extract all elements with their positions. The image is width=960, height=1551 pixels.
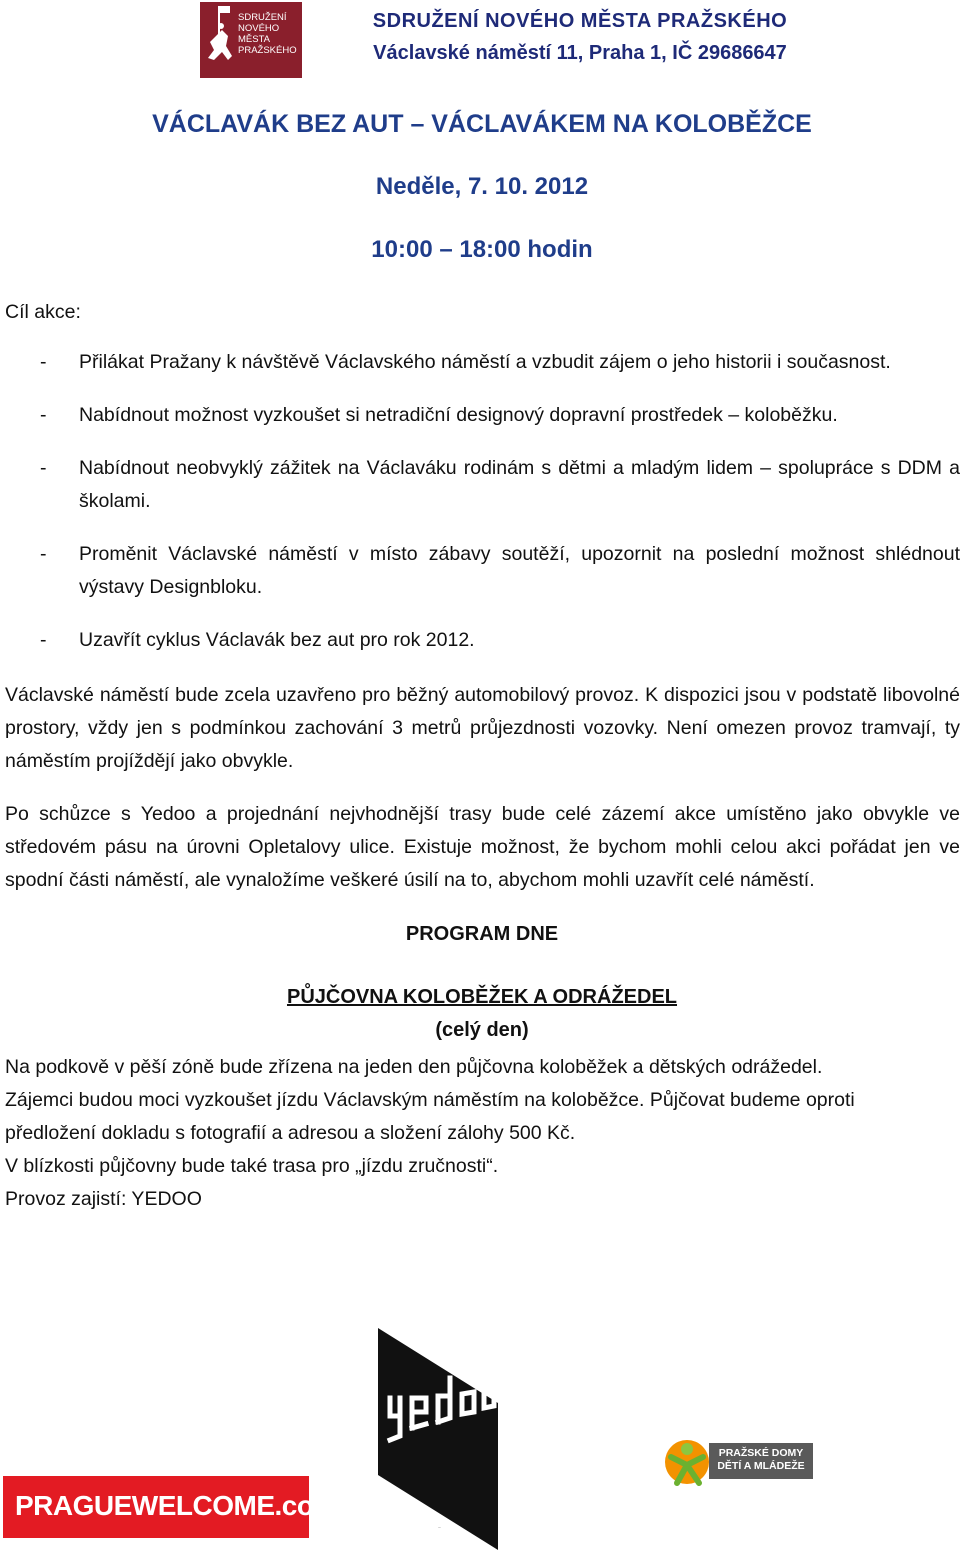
rental-line: Na podkově v pěší zóně bude zřízena na jeden den půjčovna koloběžek a dětských odrážedel. bbox=[5, 1056, 823, 1078]
list-item: - Přilákat Pražany k návštěvě Václavského náměstí a vzbudit zájem o jeho historii i současnost. bbox=[40, 351, 891, 373]
list-item: - Uzavřít cyklus Václavák bez aut pro rok 2012. bbox=[40, 629, 475, 651]
org-name: SDRUŽENÍ NOVÉHO MĚSTA PRAŽSKÉHO bbox=[372, 10, 788, 32]
svg-text:yedoo: yedoo bbox=[438, 1528, 441, 1529]
child-figure-icon bbox=[665, 1435, 715, 1489]
list-item: - Nabídnout neobvyklý zážitek na Václaváku rodinám s dětmi a mladým lidem – spolupráce s DDM a školami. bbox=[40, 457, 960, 512]
event-title: VÁCLAVÁK BEZ AUT – VÁCLAVÁKEM NA KOLOBĚŽCE bbox=[152, 110, 812, 138]
rental-description bbox=[5, 1051, 960, 1216]
pddm-wordmark: PRAŽSKÉ DOMY DĚTÍ A MLÁDEŽE bbox=[709, 1443, 813, 1479]
goals-list bbox=[40, 346, 960, 677]
rental-line: V blízkosti půjčovny bude také trasa pro „jízdu zručnosti“. bbox=[5, 1155, 499, 1177]
rental-line: Provoz zajistí: YEDOO bbox=[5, 1188, 202, 1210]
list-item: - Nabídnout možnost vyzkoušet si netradiční designový dopravní prostředek – koloběžku. bbox=[40, 404, 838, 426]
rental-subtitle: (celý den) bbox=[435, 1019, 529, 1041]
yedoo-logo bbox=[378, 1328, 498, 1550]
logo-wordmark: SDRUŽENÍ NOVÉHO MĚSTA PRAŽSKÉHO bbox=[238, 12, 297, 56]
pddm-logo bbox=[665, 1435, 813, 1489]
knight-icon bbox=[200, 2, 240, 78]
paragraph-location: Po schůzce s Yedoo a projednání nejvhodnější trasy bude celé zázemí akce umístěno jako obvykle ve středovém pásu na úrovni Opletalovy ulice. Existuje možnost, že bychom mohli celou akci pořádat jen ve spodní části náměstí, ale vynaložíme veškeré úsilí na to, abychom mohli uzavřít celé náměstí. bbox=[5, 803, 960, 891]
goals-label: Cíl akce: bbox=[5, 301, 81, 323]
program-heading: PROGRAM DNE bbox=[405, 923, 559, 945]
rental-title: PŮJČOVNA KOLOBĚŽEK A ODRÁŽEDEL bbox=[286, 986, 678, 1008]
rental-line: Zájemci budou moci vyzkoušet jízdu Václavským náměstím na koloběžce. Půjčovat budeme oproti bbox=[5, 1089, 855, 1111]
event-time: 10:00 – 18:00 hodin bbox=[371, 236, 593, 263]
list-item: - Proměnit Václavské náměstí v místo zábavy soutěží, upozornit na poslední možnost shlédnout výstavy Designbloku. bbox=[40, 543, 960, 598]
paragraph-closure: Václavské náměstí bude zcela uzavřeno pro běžný automobilový provoz. K dispozici jsou v podstatě libovolné prostory, vždy jen s podmínkou zachování 3 metrů průjezdnosti vozovky. Není omezen provoz tramvají, ty náměstím projíždějí jako obvykle. bbox=[5, 684, 960, 772]
rental-line: předložení dokladu s fotografií a adresou a složení zálohy 500 Kč. bbox=[5, 1122, 576, 1144]
association-logo bbox=[200, 2, 302, 78]
praguewelcome-logo: PRAGUEWELCOME.com bbox=[3, 1476, 309, 1538]
event-date: Neděle, 7. 10. 2012 bbox=[375, 173, 589, 200]
org-address: Václavské náměstí 11, Praha 1, IČ 29686647 bbox=[373, 42, 787, 64]
